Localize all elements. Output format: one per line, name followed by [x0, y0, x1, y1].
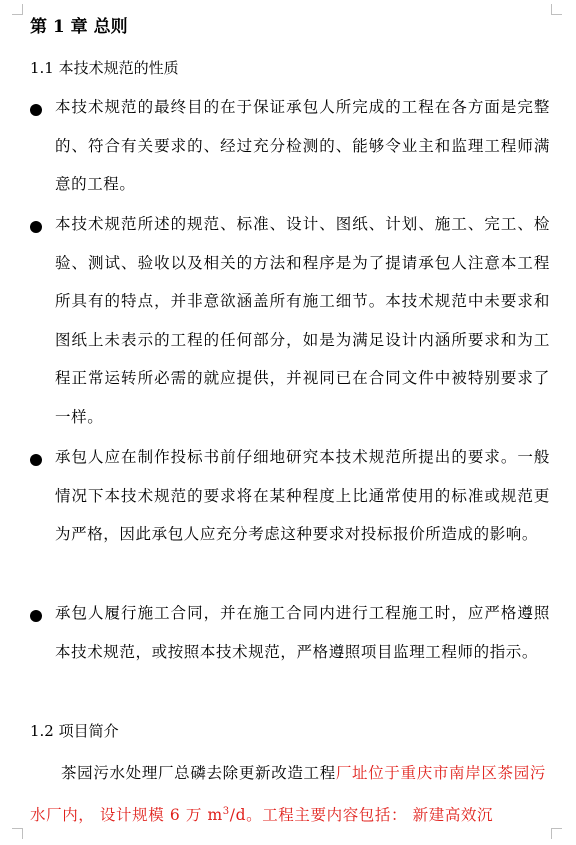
list-item-text: 本技术规范所述的规范、标准、设计、图纸、计划、施工、完工、检验、测试、验收以及相关的方法和程序是为了提请承包人注意本工程所具有的特点，并非意欲涵盖所有施工细节。本技术规范中未要求和图纸上未表示的工程的任何部分，如是为满足设计内涵所要求和为工程正常运转所必需的就应提供，并视同已在合同文件中被特别要求了一样。 — [55, 215, 550, 426]
chapter-title: 第 1 章 总则 — [30, 17, 128, 37]
page-corner-mark — [551, 828, 562, 839]
intro-highlight-text: 厂址位于重庆市南岸区茶园污水厂内， 设计规模 6 万 m — [30, 764, 546, 824]
section-heading-1-1: 1.1 本技术规范的性质 — [30, 59, 179, 77]
bullet-icon — [30, 104, 42, 116]
page-corner-mark — [12, 4, 23, 15]
page-corner-mark — [551, 4, 562, 15]
bullet-icon — [30, 454, 42, 466]
intro-superscript: 3 — [222, 805, 230, 817]
intro-text: 茶园污水处理厂总磷去除更新改造工程 — [61, 764, 336, 782]
bullet-icon — [30, 221, 42, 233]
list-item — [30, 594, 550, 671]
list-item-text: 本技术规范的最终目的在于保证承包人所完成的工程在各方面是完整的、符合有关要求的、经过充分检测的、能够令业主和监理工程师满意的工程。 — [55, 98, 550, 193]
list-item-text: 承包人履行施工合同，并在施工合同内进行工程施工时，应严格遵照本技术规范，或按照本技术规范，严格遵照项目监理工程师的指示。 — [55, 604, 550, 661]
section-heading-1-2: 1.2 项目简介 — [30, 722, 119, 740]
list-item-text: 承包人应在制作投标书前仔细地研究本技术规范所提出的要求。一般情况下本技术规范的要求将在某种程度上比通常使用的标准或规范更为严格，因此承包人应充分考虑这种要求对投标报价所造成的影响。 — [55, 448, 550, 543]
page-corner-mark — [12, 828, 23, 839]
project-intro-paragraph — [30, 754, 546, 834]
intro-highlight-text: /d。工程主要内容包括： 新建高效沉 — [229, 805, 494, 824]
list-item — [30, 88, 550, 204]
bullet-icon — [30, 610, 42, 622]
list-item — [30, 438, 550, 554]
list-item — [30, 205, 550, 436]
